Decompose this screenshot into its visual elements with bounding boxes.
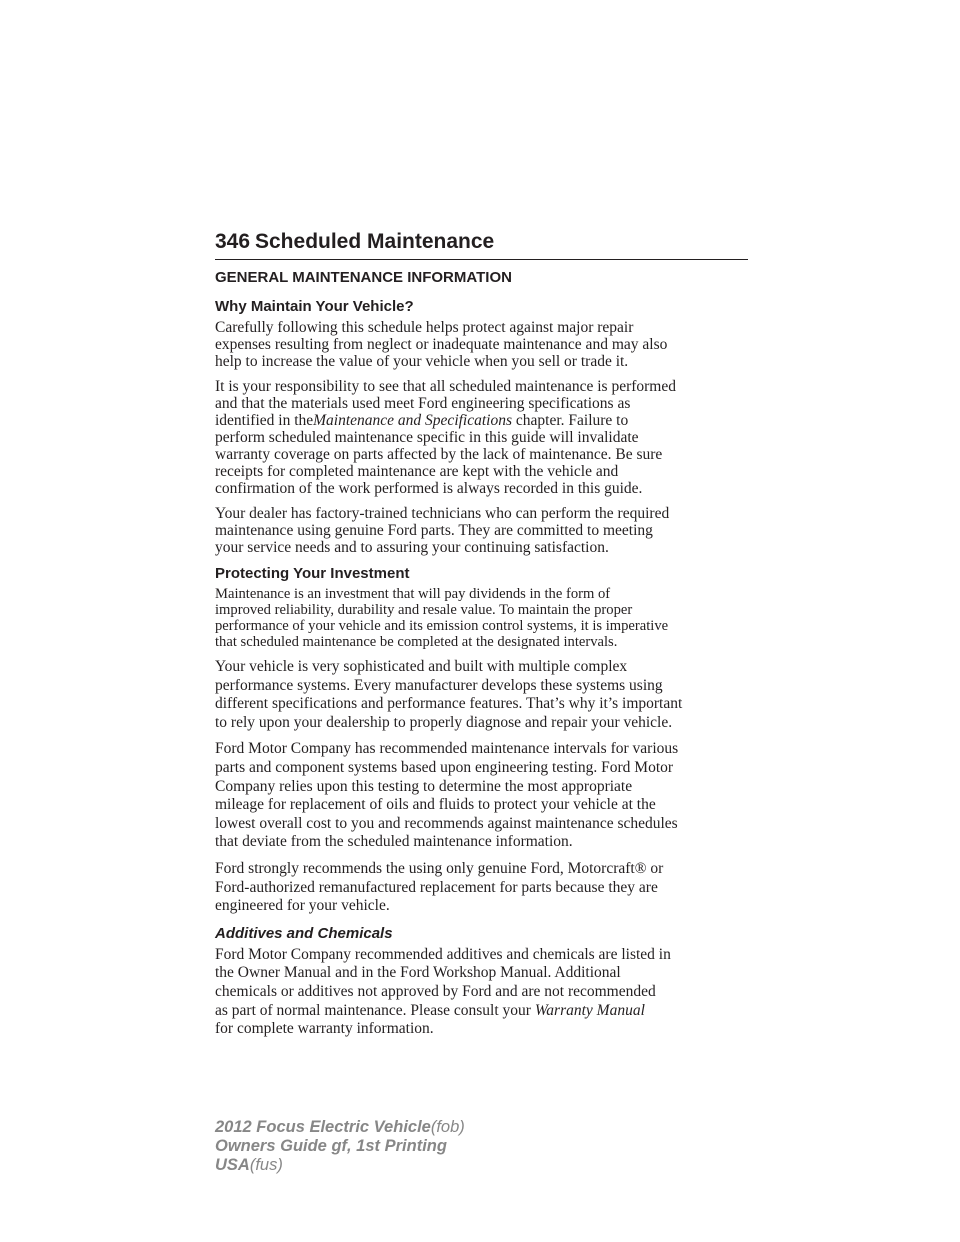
protecting-paragraph-4: Ford strongly recommends the using only genuine Ford, Motorcraft® or Ford-authorized remanufactured replacement for parts because they are engineered for your vehicle. bbox=[215, 859, 664, 915]
maintenance-specifications-reference: Maintenance and Specifications bbox=[313, 412, 513, 429]
page-content bbox=[215, 268, 750, 1047]
page-number: 346 bbox=[215, 230, 251, 253]
warranty-manual-reference: Warranty Manual bbox=[534, 1001, 645, 1019]
footer-line-1: 2012 Focus Electric Vehicle(fob) bbox=[215, 1118, 465, 1136]
protecting-paragraph-3: Ford Motor Company has recommended maintenance intervals for various parts and component systems based upon engineering testing. Ford Motor Company relies upon this testing to determine the most appropriate mileage for replacement of oils and fluids to protect your vehicle at the lowest overall cost to you and recommends against maintenance schedules that deviate from the scheduled maintenance information. bbox=[215, 740, 679, 851]
protecting-investment-heading: Protecting Your Investment bbox=[215, 565, 410, 582]
protecting-paragraph-1: Maintenance is an investment that will pay dividends in the form of improved reliability, durability and resale value. To maintain the proper performance of your vehicle and its emission control systems, it is imperative that scheduled maintenance be completed at the designated intervals. bbox=[215, 586, 669, 650]
why-maintain-paragraph-2: It is your responsibility to see that all scheduled maintenance is performed and that the materials used meet Ford engineering specifications as identified in theMaintenance and Specifications chapter. Failure to perform scheduled maintenance specific in this guide will invalidate warranty coverage on parts affected by the lack of maintenance. Be sure receipts for completed maintenance are kept with the vehicle and confirmation of the work performed is always recorded in this guide. bbox=[215, 378, 676, 497]
protecting-paragraph-2: Your vehicle is very sophisticated and built with multiple complex performance systems. Every manufacturer develops these systems using different specifications and performance features. That’s why it’s important to rely upon your dealership to properly diagnose and repair your vehicle. bbox=[215, 658, 683, 731]
why-maintain-paragraph-1: Carefully following this schedule helps protect against major repair expenses resulting from neglect or inadequate maintenance and may also help to increase the value of your vehicle when you sell or trade it. bbox=[215, 319, 668, 370]
additives-paragraph: Ford Motor Company recommended additives and chemicals are listed in the Owner Manual and in the Ford Workshop Manual. Additional chemicals or additives not approved by Ford and are not recommended as part of normal maintenance. Please consult your Warranty Manual for complete warranty information. bbox=[215, 945, 671, 1038]
chapter-title: Scheduled Maintenance bbox=[255, 230, 495, 253]
why-maintain-paragraph-3: Your dealer has factory-trained technicians who can perform the required maintenance using genuine Ford parts. They are committed to meeting your service needs and to assuring your continuing satisfaction. bbox=[215, 505, 670, 556]
additives-heading: Additives and Chemicals bbox=[215, 924, 393, 942]
page-header bbox=[215, 229, 748, 260]
why-maintain-heading: Why Maintain Your Vehicle? bbox=[215, 298, 414, 315]
footer-line-2: Owners Guide gf, 1st Printing bbox=[215, 1137, 447, 1155]
section-title: GENERAL MAINTENANCE INFORMATION bbox=[215, 269, 512, 286]
footer-line-3: USA(fus) bbox=[215, 1156, 283, 1174]
page-footer bbox=[215, 1118, 465, 1175]
